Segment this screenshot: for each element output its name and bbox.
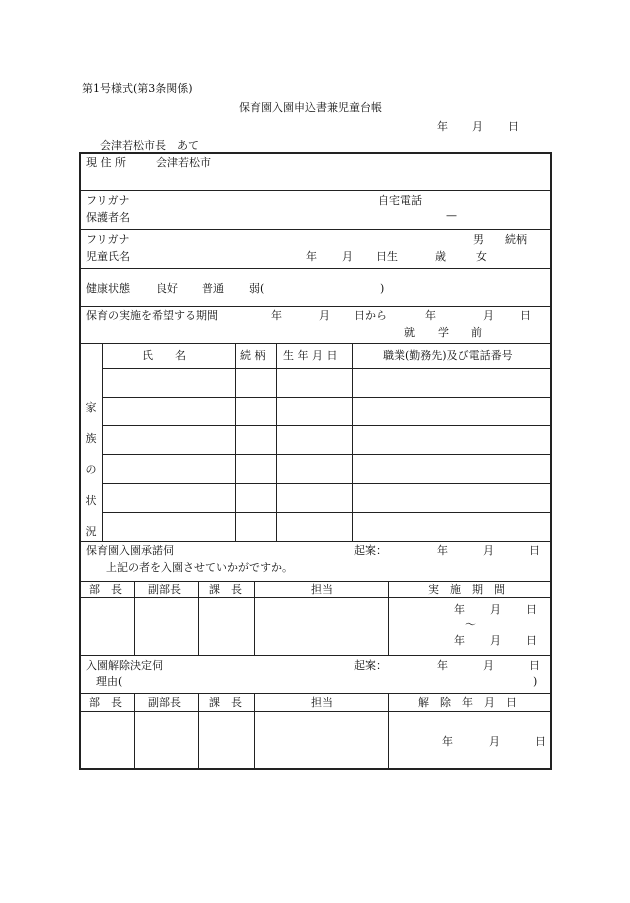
- family-header-relation: 続 柄: [240, 349, 266, 362]
- approval-period-start-day: 日: [526, 603, 537, 616]
- row-line: [79, 711, 551, 712]
- approval-draft: 起案：: [354, 544, 387, 557]
- child-birth-day: 日生: [376, 250, 398, 263]
- withdrawal-cell-year: 年: [442, 735, 453, 748]
- period-note-1: 就: [404, 326, 415, 339]
- health-weak: 弱(: [249, 282, 265, 295]
- period-to-month: 月: [483, 309, 494, 322]
- family-row-line: [102, 368, 551, 369]
- withdrawal-col-line: [198, 693, 199, 769]
- approval-body: 上記の者を入園させていかがですか。: [106, 561, 293, 574]
- row-line: [79, 306, 551, 307]
- family-row-line: [102, 454, 551, 455]
- guardian-name-label: 保護者名: [86, 211, 130, 224]
- addressee: 会津若松市長 あて: [100, 139, 199, 152]
- withdrawal-date-year: 年: [437, 659, 448, 672]
- frame-bottom: [79, 768, 552, 770]
- row-line: [79, 581, 551, 582]
- approval-period-start-month: 月: [490, 603, 501, 616]
- family-header-occupation: 職業(勤務先)及び電話番号: [383, 349, 513, 362]
- family-row-line: [102, 483, 551, 484]
- family-row-line: [102, 425, 551, 426]
- approval-date-month: 月: [483, 544, 494, 557]
- guardian-phone-dash: —: [446, 209, 457, 222]
- header-date-day: 日: [508, 120, 519, 133]
- period-note-3: 前: [471, 326, 482, 339]
- period-to-year: 年: [425, 309, 436, 322]
- address-label: 現 住 所: [86, 156, 126, 169]
- withdrawal-col-line: [134, 693, 135, 769]
- approval-col-line: [198, 581, 199, 655]
- row-line: [79, 343, 551, 344]
- row-line: [79, 268, 551, 269]
- approval-col-line: [134, 581, 135, 655]
- approval-period-start-year: 年: [454, 603, 465, 616]
- withdrawal-reason: 理由(: [96, 675, 123, 688]
- health-good: 良好: [156, 282, 178, 295]
- withdrawal-date-month: 月: [483, 659, 494, 672]
- child-name-label: 児童氏名: [86, 250, 130, 263]
- frame-top: [79, 152, 552, 154]
- family-row-line: [102, 512, 551, 513]
- period-note-2: 学: [438, 326, 449, 339]
- approval-role-director: 部 長: [89, 583, 122, 596]
- form-number: 第1号様式(第3条関係): [82, 82, 193, 95]
- family-row-line: [102, 397, 551, 398]
- withdrawal-reason-close: ): [533, 675, 538, 688]
- withdrawal-date-header: 解 除 年 月 日: [418, 696, 517, 709]
- row-line: [79, 190, 551, 191]
- approval-date-year: 年: [437, 544, 448, 557]
- guardian-phone-label: 自宅電話: [378, 194, 422, 207]
- withdrawal-label: 入園解除決定伺: [86, 659, 163, 672]
- withdrawal-cell-month: 月: [489, 735, 500, 748]
- guardian-furigana: フリガナ: [86, 194, 130, 207]
- period-label: 保育の実施を希望する期間: [86, 309, 218, 322]
- approval-role-section-chief: 課 長: [209, 583, 242, 596]
- family-side-label: 家 族 の 状 況: [85, 401, 97, 538]
- header-date-year: 年: [437, 120, 448, 133]
- approval-col-line: [254, 581, 255, 655]
- withdrawal-role-staff: 担当: [311, 696, 333, 709]
- approval-date-day: 日: [529, 544, 540, 557]
- header-date-month: 月: [472, 120, 483, 133]
- withdrawal-role-director: 部 長: [89, 696, 122, 709]
- withdrawal-date-day: 日: [529, 659, 540, 672]
- child-sex-male: 男: [473, 233, 484, 246]
- row-line: [79, 693, 551, 694]
- form-title: 保育園入園申込書兼児童台帳: [239, 101, 382, 114]
- frame-right: [550, 152, 552, 770]
- health-label: 健康状態: [86, 282, 130, 295]
- period-from-day: 日から: [354, 309, 387, 322]
- approval-col-line: [388, 581, 389, 655]
- family-header-birthdate: 生 年 月 日: [283, 349, 338, 362]
- approval-period-tilde: 〜: [465, 618, 476, 631]
- child-sex-female: 女: [476, 250, 487, 263]
- period-to-day: 日: [520, 309, 531, 322]
- frame-left: [79, 152, 81, 770]
- row-line: [79, 229, 551, 230]
- period-from-year: 年: [271, 309, 282, 322]
- approval-label: 保育園入園承諾伺: [86, 544, 174, 557]
- approval-period-header: 実 施 期 間: [428, 583, 505, 596]
- withdrawal-cell-day: 日: [535, 735, 546, 748]
- withdrawal-col-line: [254, 693, 255, 769]
- address-value: 会津若松市: [156, 156, 211, 169]
- row-line: [79, 541, 551, 542]
- withdrawal-role-section-chief: 課 長: [209, 696, 242, 709]
- child-birth-month: 月: [342, 250, 353, 263]
- approval-period-end-month: 月: [490, 634, 501, 647]
- withdrawal-draft: 起案：: [354, 659, 387, 672]
- approval-role-deputy: 副部長: [148, 583, 181, 596]
- health-close-paren: ): [380, 282, 385, 295]
- family-header-name: 氏 名: [142, 349, 186, 362]
- withdrawal-role-deputy: 副部長: [148, 696, 181, 709]
- approval-role-staff: 担当: [311, 583, 333, 596]
- withdrawal-col-line: [388, 693, 389, 769]
- child-age: 歳: [435, 250, 446, 263]
- approval-period-end-year: 年: [454, 634, 465, 647]
- health-normal: 普通: [202, 282, 224, 295]
- row-line: [79, 655, 551, 656]
- row-line: [79, 597, 551, 598]
- child-relation: 続柄: [505, 233, 527, 246]
- period-from-month: 月: [319, 309, 330, 322]
- approval-period-end-day: 日: [526, 634, 537, 647]
- child-birth-year: 年: [306, 250, 317, 263]
- child-furigana: フリガナ: [86, 233, 130, 246]
